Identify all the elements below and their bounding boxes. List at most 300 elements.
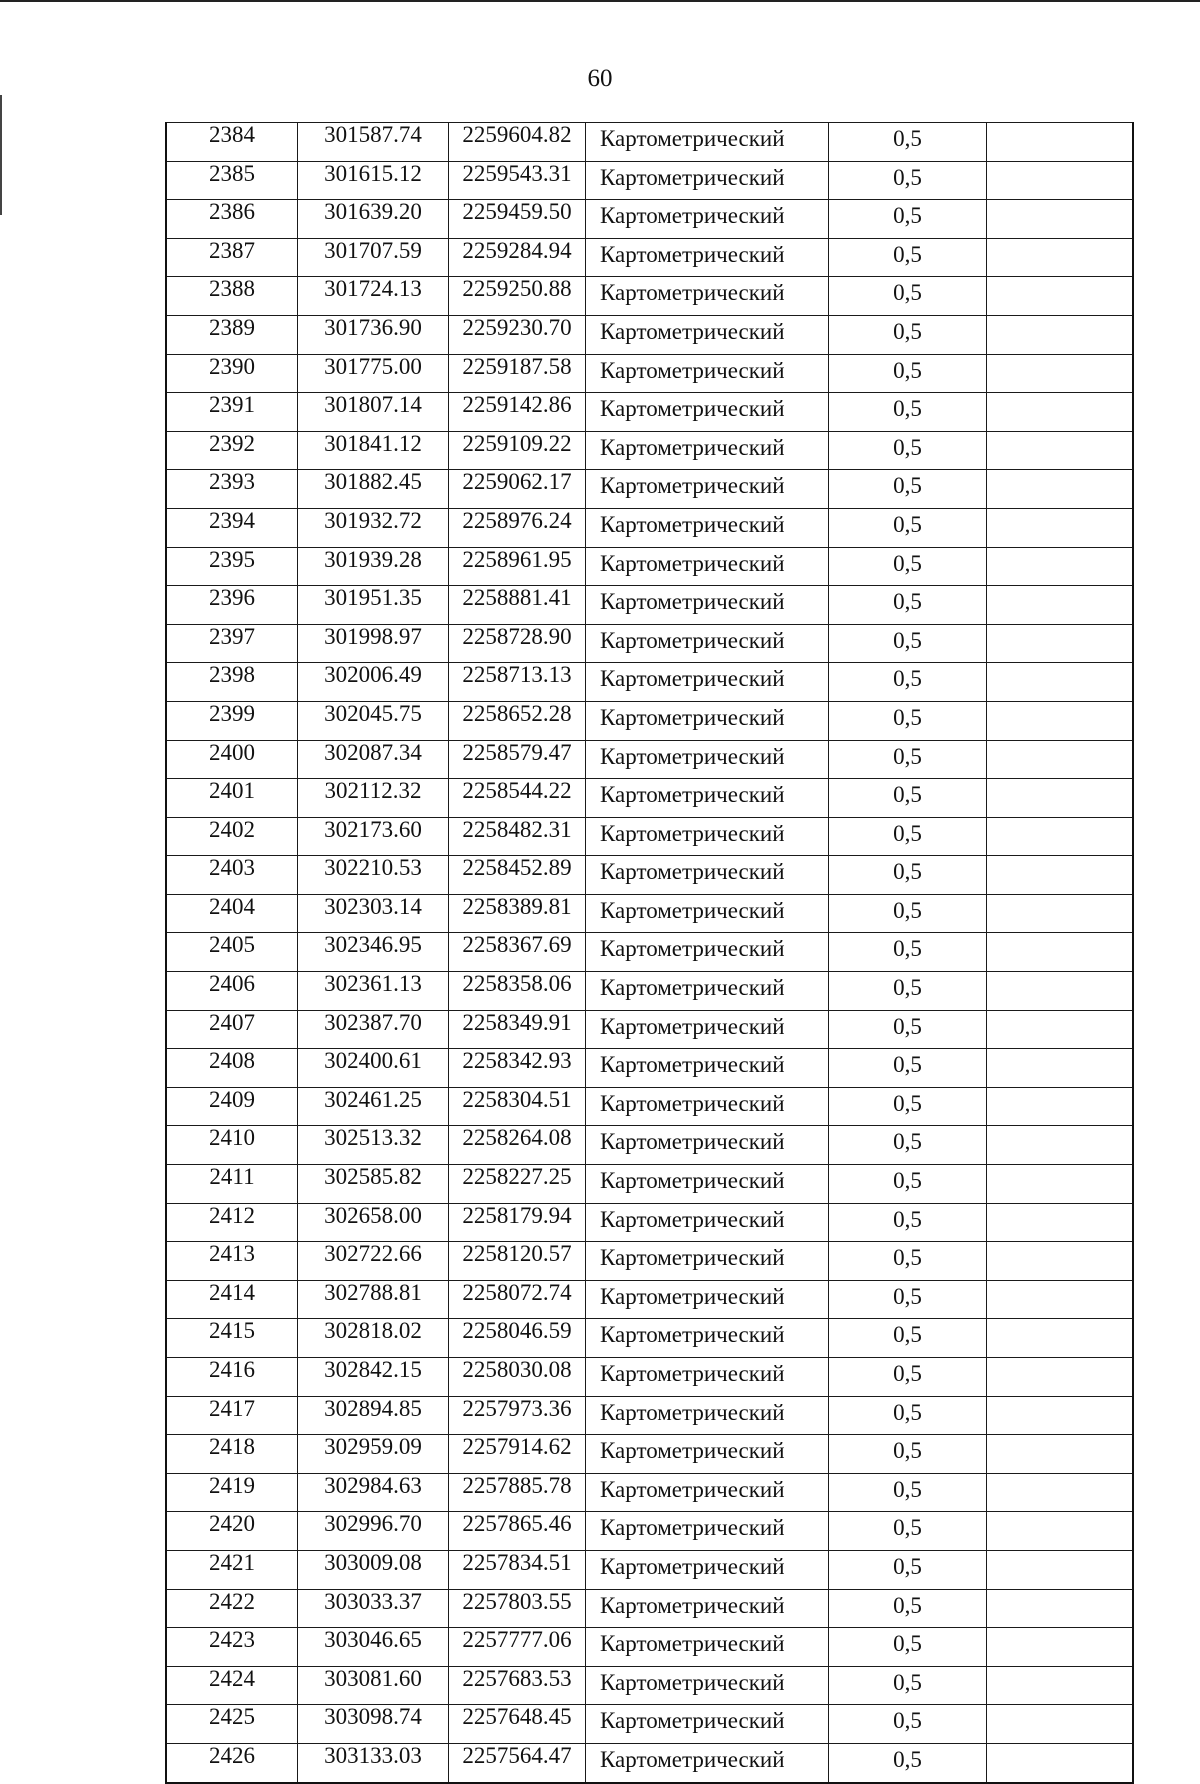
coordinates-table	[165, 122, 1134, 1784]
table-row	[166, 1396, 1133, 1435]
x-coordinate-cell: 302461.25	[298, 1087, 449, 1126]
table-row	[166, 1512, 1133, 1551]
table-row	[166, 1705, 1133, 1744]
note-cell	[987, 1473, 1134, 1512]
x-coordinate-cell: 303081.60	[298, 1666, 449, 1705]
table-row	[166, 1358, 1133, 1397]
y-coordinate-cell: 2259187.58	[449, 354, 586, 393]
x-coordinate-cell: 302346.95	[298, 933, 449, 972]
x-coordinate-cell: 302087.34	[298, 740, 449, 779]
note-cell	[987, 856, 1134, 895]
method-cell: Картометрический	[586, 817, 829, 856]
error-cell: 0,5	[829, 1049, 987, 1088]
point-number-cell: 2415	[166, 1319, 298, 1358]
method-cell: Картометрический	[586, 894, 829, 933]
method-cell: Картометрический	[586, 1049, 829, 1088]
note-cell	[987, 161, 1134, 200]
point-number-cell: 2420	[166, 1512, 298, 1551]
method-cell: Картометрический	[586, 1435, 829, 1474]
error-cell: 0,5	[829, 701, 987, 740]
note-cell	[987, 1628, 1134, 1667]
x-coordinate-cell: 303098.74	[298, 1705, 449, 1744]
point-number-cell: 2410	[166, 1126, 298, 1165]
y-coordinate-cell: 2258367.69	[449, 933, 586, 972]
note-cell	[987, 701, 1134, 740]
y-coordinate-cell: 2258072.74	[449, 1280, 586, 1319]
error-cell: 0,5	[829, 470, 987, 509]
note-cell	[987, 1280, 1134, 1319]
note-cell	[987, 508, 1134, 547]
method-cell: Картометрический	[586, 547, 829, 586]
table-row	[166, 123, 1133, 162]
y-coordinate-cell: 2258452.89	[449, 856, 586, 895]
table-row	[166, 624, 1133, 663]
method-cell: Картометрический	[586, 779, 829, 818]
error-cell: 0,5	[829, 586, 987, 625]
x-coordinate-cell: 301736.90	[298, 315, 449, 354]
error-cell: 0,5	[829, 354, 987, 393]
error-cell: 0,5	[829, 161, 987, 200]
method-cell: Картометрический	[586, 1010, 829, 1049]
error-cell: 0,5	[829, 1473, 987, 1512]
error-cell: 0,5	[829, 1589, 987, 1628]
point-number-cell: 2419	[166, 1473, 298, 1512]
error-cell: 0,5	[829, 817, 987, 856]
point-number-cell: 2426	[166, 1743, 298, 1782]
note-cell	[987, 315, 1134, 354]
point-number-cell: 2394	[166, 508, 298, 547]
method-cell: Картометрический	[586, 1666, 829, 1705]
y-coordinate-cell: 2257803.55	[449, 1589, 586, 1628]
method-cell: Картометрический	[586, 1358, 829, 1397]
note-cell	[987, 1435, 1134, 1474]
note-cell	[987, 817, 1134, 856]
note-cell	[987, 624, 1134, 663]
x-coordinate-cell: 302959.09	[298, 1435, 449, 1474]
note-cell	[987, 238, 1134, 277]
table-row	[166, 1203, 1133, 1242]
note-cell	[987, 470, 1134, 509]
note-cell	[987, 1512, 1134, 1551]
note-cell	[987, 1203, 1134, 1242]
table-row	[166, 1319, 1133, 1358]
note-cell	[987, 1550, 1134, 1589]
y-coordinate-cell: 2258713.13	[449, 663, 586, 702]
x-coordinate-cell: 301615.12	[298, 161, 449, 200]
y-coordinate-cell: 2258264.08	[449, 1126, 586, 1165]
table-row	[166, 1743, 1133, 1782]
table-row	[166, 1666, 1133, 1705]
x-coordinate-cell: 303033.37	[298, 1589, 449, 1628]
error-cell: 0,5	[829, 624, 987, 663]
method-cell: Картометрический	[586, 933, 829, 972]
y-coordinate-cell: 2257648.45	[449, 1705, 586, 1744]
note-cell	[987, 972, 1134, 1011]
note-cell	[987, 1165, 1134, 1204]
method-cell: Картометрический	[586, 1126, 829, 1165]
page-number: 60	[587, 65, 613, 92]
point-number-cell: 2391	[166, 393, 298, 432]
x-coordinate-cell: 303133.03	[298, 1743, 449, 1782]
table-row	[166, 779, 1133, 818]
table-row	[166, 277, 1133, 316]
table-row	[166, 1242, 1133, 1281]
method-cell: Картометрический	[586, 161, 829, 200]
y-coordinate-cell: 2258349.91	[449, 1010, 586, 1049]
error-cell: 0,5	[829, 1087, 987, 1126]
table-row	[166, 1280, 1133, 1319]
note-cell	[987, 1396, 1134, 1435]
table-row	[166, 1010, 1133, 1049]
y-coordinate-cell: 2258342.93	[449, 1049, 586, 1088]
point-number-cell: 2398	[166, 663, 298, 702]
coordinates-table-body	[166, 123, 1133, 1783]
table-row	[166, 470, 1133, 509]
method-cell: Картометрический	[586, 238, 829, 277]
error-cell: 0,5	[829, 856, 987, 895]
method-cell: Картометрический	[586, 1550, 829, 1589]
note-cell	[987, 1666, 1134, 1705]
x-coordinate-cell: 302842.15	[298, 1358, 449, 1397]
error-cell: 0,5	[829, 1358, 987, 1397]
x-coordinate-cell: 302361.13	[298, 972, 449, 1011]
x-coordinate-cell: 302585.82	[298, 1165, 449, 1204]
x-coordinate-cell: 302788.81	[298, 1280, 449, 1319]
point-number-cell: 2408	[166, 1049, 298, 1088]
y-coordinate-cell: 2258961.95	[449, 547, 586, 586]
x-coordinate-cell: 301841.12	[298, 431, 449, 470]
point-number-cell: 2386	[166, 200, 298, 239]
error-cell: 0,5	[829, 972, 987, 1011]
note-cell	[987, 894, 1134, 933]
x-coordinate-cell: 301707.59	[298, 238, 449, 277]
x-coordinate-cell: 302112.32	[298, 779, 449, 818]
y-coordinate-cell: 2258544.22	[449, 779, 586, 818]
method-cell: Картометрический	[586, 624, 829, 663]
method-cell: Картометрический	[586, 508, 829, 547]
note-cell	[987, 586, 1134, 625]
method-cell: Картометрический	[586, 277, 829, 316]
method-cell: Картометрический	[586, 1203, 829, 1242]
note-cell	[987, 1049, 1134, 1088]
table-row	[166, 586, 1133, 625]
table-row	[166, 740, 1133, 779]
method-cell: Картометрический	[586, 470, 829, 509]
error-cell: 0,5	[829, 740, 987, 779]
y-coordinate-cell: 2259459.50	[449, 200, 586, 239]
x-coordinate-cell: 302387.70	[298, 1010, 449, 1049]
x-coordinate-cell: 301951.35	[298, 586, 449, 625]
point-number-cell: 2423	[166, 1628, 298, 1667]
x-coordinate-cell: 302006.49	[298, 663, 449, 702]
y-coordinate-cell: 2259284.94	[449, 238, 586, 277]
point-number-cell: 2424	[166, 1666, 298, 1705]
error-cell: 0,5	[829, 123, 987, 162]
point-number-cell: 2422	[166, 1589, 298, 1628]
point-number-cell: 2416	[166, 1358, 298, 1397]
point-number-cell: 2413	[166, 1242, 298, 1281]
method-cell: Картометрический	[586, 200, 829, 239]
table-row	[166, 1589, 1133, 1628]
method-cell: Картометрический	[586, 856, 829, 895]
point-number-cell: 2412	[166, 1203, 298, 1242]
table-row	[166, 817, 1133, 856]
note-cell	[987, 1010, 1134, 1049]
error-cell: 0,5	[829, 1628, 987, 1667]
y-coordinate-cell: 2258652.28	[449, 701, 586, 740]
error-cell: 0,5	[829, 1743, 987, 1782]
y-coordinate-cell: 2257777.06	[449, 1628, 586, 1667]
note-cell	[987, 1087, 1134, 1126]
method-cell: Картометрический	[586, 1473, 829, 1512]
x-coordinate-cell: 302400.61	[298, 1049, 449, 1088]
method-cell: Картометрический	[586, 354, 829, 393]
y-coordinate-cell: 2257865.46	[449, 1512, 586, 1551]
point-number-cell: 2393	[166, 470, 298, 509]
error-cell: 0,5	[829, 1319, 987, 1358]
note-cell	[987, 547, 1134, 586]
note-cell	[987, 354, 1134, 393]
error-cell: 0,5	[829, 779, 987, 818]
y-coordinate-cell: 2258881.41	[449, 586, 586, 625]
error-cell: 0,5	[829, 1705, 987, 1744]
error-cell: 0,5	[829, 1435, 987, 1474]
scan-edge-top	[0, 0, 1200, 2]
note-cell	[987, 123, 1134, 162]
y-coordinate-cell: 2257973.36	[449, 1396, 586, 1435]
note-cell	[987, 663, 1134, 702]
note-cell	[987, 1126, 1134, 1165]
point-number-cell: 2400	[166, 740, 298, 779]
y-coordinate-cell: 2257564.47	[449, 1743, 586, 1782]
point-number-cell: 2418	[166, 1435, 298, 1474]
method-cell: Картометрический	[586, 663, 829, 702]
point-number-cell: 2396	[166, 586, 298, 625]
table-row	[166, 856, 1133, 895]
error-cell: 0,5	[829, 1280, 987, 1319]
y-coordinate-cell: 2258976.24	[449, 508, 586, 547]
point-number-cell: 2409	[166, 1087, 298, 1126]
table-row	[166, 238, 1133, 277]
method-cell: Картометрический	[586, 1396, 829, 1435]
x-coordinate-cell: 301998.97	[298, 624, 449, 663]
error-cell: 0,5	[829, 431, 987, 470]
note-cell	[987, 393, 1134, 432]
note-cell	[987, 1242, 1134, 1281]
y-coordinate-cell: 2258358.06	[449, 972, 586, 1011]
y-coordinate-cell: 2257885.78	[449, 1473, 586, 1512]
error-cell: 0,5	[829, 1242, 987, 1281]
error-cell: 0,5	[829, 1666, 987, 1705]
error-cell: 0,5	[829, 1396, 987, 1435]
error-cell: 0,5	[829, 663, 987, 702]
x-coordinate-cell: 302894.85	[298, 1396, 449, 1435]
x-coordinate-cell: 301939.28	[298, 547, 449, 586]
method-cell: Картометрический	[586, 701, 829, 740]
x-coordinate-cell: 302984.63	[298, 1473, 449, 1512]
table-row	[166, 663, 1133, 702]
x-coordinate-cell: 302996.70	[298, 1512, 449, 1551]
y-coordinate-cell: 2258179.94	[449, 1203, 586, 1242]
table-row	[166, 547, 1133, 586]
table-row	[166, 701, 1133, 740]
table-row	[166, 1087, 1133, 1126]
note-cell	[987, 1319, 1134, 1358]
point-number-cell: 2402	[166, 817, 298, 856]
x-coordinate-cell: 302173.60	[298, 817, 449, 856]
y-coordinate-cell: 2259250.88	[449, 277, 586, 316]
method-cell: Картометрический	[586, 1743, 829, 1782]
point-number-cell: 2401	[166, 779, 298, 818]
method-cell: Картометрический	[586, 1087, 829, 1126]
y-coordinate-cell: 2257683.53	[449, 1666, 586, 1705]
table-row	[166, 1126, 1133, 1165]
point-number-cell: 2389	[166, 315, 298, 354]
point-number-cell: 2404	[166, 894, 298, 933]
x-coordinate-cell: 302210.53	[298, 856, 449, 895]
y-coordinate-cell: 2257834.51	[449, 1550, 586, 1589]
x-coordinate-cell: 302303.14	[298, 894, 449, 933]
y-coordinate-cell: 2259062.17	[449, 470, 586, 509]
x-coordinate-cell: 301724.13	[298, 277, 449, 316]
x-coordinate-cell: 301639.20	[298, 200, 449, 239]
point-number-cell: 2385	[166, 161, 298, 200]
table-row	[166, 933, 1133, 972]
y-coordinate-cell: 2258728.90	[449, 624, 586, 663]
point-number-cell: 2425	[166, 1705, 298, 1744]
note-cell	[987, 933, 1134, 972]
x-coordinate-cell: 301587.74	[298, 123, 449, 162]
point-number-cell: 2414	[166, 1280, 298, 1319]
method-cell: Картометрический	[586, 1628, 829, 1667]
y-coordinate-cell: 2259109.22	[449, 431, 586, 470]
method-cell: Картометрический	[586, 1280, 829, 1319]
error-cell: 0,5	[829, 315, 987, 354]
method-cell: Картометрический	[586, 1319, 829, 1358]
point-number-cell: 2421	[166, 1550, 298, 1589]
note-cell	[987, 1589, 1134, 1628]
error-cell: 0,5	[829, 1550, 987, 1589]
method-cell: Картометрический	[586, 740, 829, 779]
x-coordinate-cell: 302045.75	[298, 701, 449, 740]
note-cell	[987, 1358, 1134, 1397]
table-row	[166, 1049, 1133, 1088]
scan-edge-left	[0, 95, 2, 215]
point-number-cell: 2411	[166, 1165, 298, 1204]
method-cell: Картометрический	[586, 123, 829, 162]
method-cell: Картометрический	[586, 431, 829, 470]
note-cell	[987, 431, 1134, 470]
note-cell	[987, 277, 1134, 316]
note-cell	[987, 740, 1134, 779]
error-cell: 0,5	[829, 200, 987, 239]
x-coordinate-cell: 301882.45	[298, 470, 449, 509]
error-cell: 0,5	[829, 1203, 987, 1242]
table-row	[166, 161, 1133, 200]
error-cell: 0,5	[829, 508, 987, 547]
table-row	[166, 1628, 1133, 1667]
y-coordinate-cell: 2258120.57	[449, 1242, 586, 1281]
x-coordinate-cell: 303009.08	[298, 1550, 449, 1589]
method-cell: Картометрический	[586, 393, 829, 432]
point-number-cell: 2399	[166, 701, 298, 740]
table-row	[166, 508, 1133, 547]
note-cell	[987, 1743, 1134, 1782]
point-number-cell: 2397	[166, 624, 298, 663]
point-number-cell: 2407	[166, 1010, 298, 1049]
table-row	[166, 315, 1133, 354]
point-number-cell: 2384	[166, 123, 298, 162]
y-coordinate-cell: 2258389.81	[449, 894, 586, 933]
x-coordinate-cell: 301932.72	[298, 508, 449, 547]
error-cell: 0,5	[829, 1512, 987, 1551]
x-coordinate-cell: 302818.02	[298, 1319, 449, 1358]
y-coordinate-cell: 2259543.31	[449, 161, 586, 200]
y-coordinate-cell: 2258227.25	[449, 1165, 586, 1204]
x-coordinate-cell: 302658.00	[298, 1203, 449, 1242]
y-coordinate-cell: 2259142.86	[449, 393, 586, 432]
method-cell: Картометрический	[586, 586, 829, 625]
table-row	[166, 972, 1133, 1011]
y-coordinate-cell: 2259230.70	[449, 315, 586, 354]
error-cell: 0,5	[829, 1126, 987, 1165]
table-row	[166, 1165, 1133, 1204]
y-coordinate-cell: 2258482.31	[449, 817, 586, 856]
y-coordinate-cell: 2258579.47	[449, 740, 586, 779]
y-coordinate-cell: 2259604.82	[449, 123, 586, 162]
note-cell	[987, 1705, 1134, 1744]
method-cell: Картометрический	[586, 315, 829, 354]
error-cell: 0,5	[829, 238, 987, 277]
table-row	[166, 200, 1133, 239]
method-cell: Картометрический	[586, 1165, 829, 1204]
table-row	[166, 894, 1133, 933]
point-number-cell: 2387	[166, 238, 298, 277]
x-coordinate-cell: 301775.00	[298, 354, 449, 393]
error-cell: 0,5	[829, 1165, 987, 1204]
error-cell: 0,5	[829, 393, 987, 432]
table-row	[166, 1550, 1133, 1589]
error-cell: 0,5	[829, 1010, 987, 1049]
method-cell: Картометрический	[586, 1705, 829, 1744]
point-number-cell: 2403	[166, 856, 298, 895]
method-cell: Картометрический	[586, 1242, 829, 1281]
y-coordinate-cell: 2257914.62	[449, 1435, 586, 1474]
x-coordinate-cell: 302513.32	[298, 1126, 449, 1165]
method-cell: Картометрический	[586, 1589, 829, 1628]
table-row	[166, 1473, 1133, 1512]
point-number-cell: 2392	[166, 431, 298, 470]
point-number-cell: 2406	[166, 972, 298, 1011]
x-coordinate-cell: 302722.66	[298, 1242, 449, 1281]
point-number-cell: 2390	[166, 354, 298, 393]
table-row	[166, 354, 1133, 393]
table-row	[166, 393, 1133, 432]
error-cell: 0,5	[829, 933, 987, 972]
error-cell: 0,5	[829, 277, 987, 316]
table-row	[166, 1435, 1133, 1474]
x-coordinate-cell: 303046.65	[298, 1628, 449, 1667]
point-number-cell: 2395	[166, 547, 298, 586]
x-coordinate-cell: 301807.14	[298, 393, 449, 432]
y-coordinate-cell: 2258046.59	[449, 1319, 586, 1358]
method-cell: Картометрический	[586, 1512, 829, 1551]
note-cell	[987, 779, 1134, 818]
point-number-cell: 2417	[166, 1396, 298, 1435]
y-coordinate-cell: 2258304.51	[449, 1087, 586, 1126]
point-number-cell: 2388	[166, 277, 298, 316]
method-cell: Картометрический	[586, 972, 829, 1011]
